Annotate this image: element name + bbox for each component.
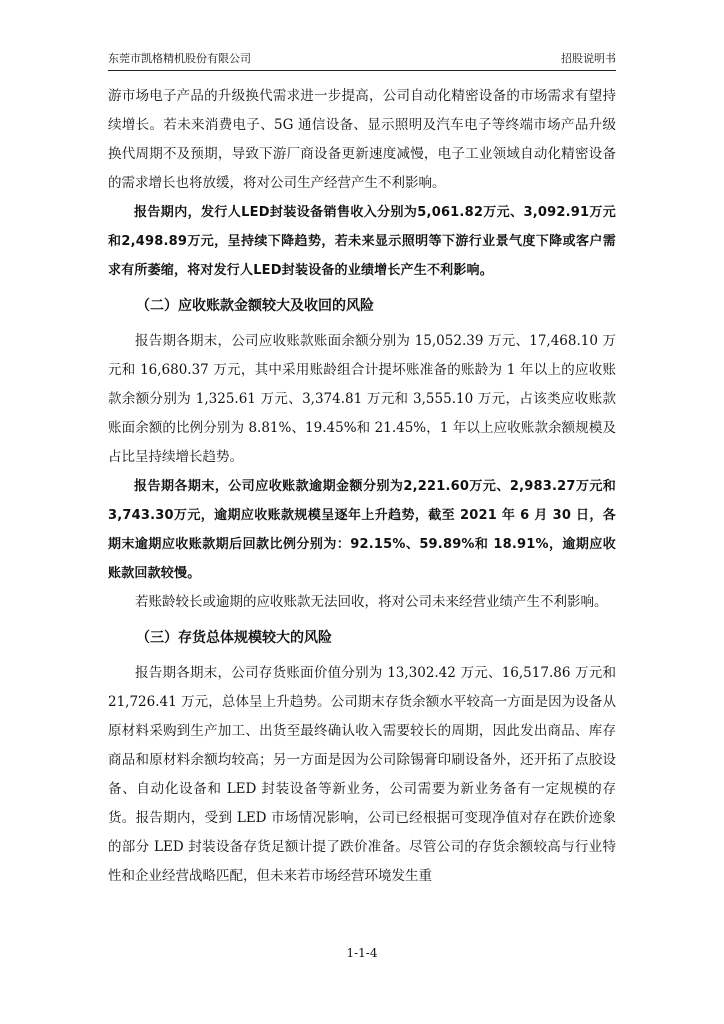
paragraph-receivables-collection-risk: 若账龄较长或逾期的应收账款无法回收，将对公司未来经营业绩产生不利影响。 — [135, 594, 608, 610]
page-number: 1-1-4 — [346, 946, 378, 960]
page-body — [108, 82, 616, 891]
section-heading-receivables-risk: （二）应收账款金额较大及收回的风险 — [136, 298, 374, 314]
paragraph-market-demand: 游市场电子产品的升级换代需求进一步提高，公司自动化精密设备的市场需求有望持续增长。若未来消费电子、5G 通信设备、显示照明及汽车电子等终端市场产品升级换代周期不及预期，导致下游厂商设备更新速度减慢，电子工业领域自动化精密设备的需求增长也将放缓，将对公司生产经营产生不利影响。 — [108, 88, 616, 191]
paragraph-overdue-receivables: 报告期各期末，公司应收账款逾期金额分别为2,221.60万元、2,983.27万元和3,743.30万元，逾期应收账款规模呈逐年上升趋势，截至 2021 年 6 月 30 日，各期末逾期应收账款期后回款比例分别为：92.15%、59.89%和 18.91%，逾期应收账款回款较慢。 — [108, 479, 616, 581]
paragraph-inventory-balance: 报告期各期末，公司存货账面价值分别为 13,302.42 万元、16,517.86 万元和 21,726.41 万元，总体呈上升趋势。公司期末存货余额水平较高一方面是因为设备从原材料采购到生产加工、出货至最终确认收入需要较长的周期，因此发出商品、库存商品和原材料余额均较高；另一方面是因为公司除锡膏印刷设备外，还开拓了点胶设备、自动化设备和 LED 封装设备等新业务，公司需要为新业务备有一定规模的存货。报告期内，受到 LED 市场情况影响，公司已经根据可变现净值对存在跌价迹象的部分 LED 封装设备存货足额计提了跌价准备。尽管公司的存货余额较高与行业特性和企业经营战略匹配，但未来若市场经营环境发生重 — [108, 665, 616, 884]
header-document-type: 招股说明书 — [561, 52, 616, 65]
section-heading-inventory-risk: （三）存货总体规模较大的风险 — [136, 630, 332, 646]
page-header — [108, 50, 616, 71]
header-company-name: 东莞市凯格精机股份有限公司 — [108, 52, 251, 65]
paragraph-receivables-balance: 报告期各期末，公司应收账款账面余额分别为 15,052.39 万元、17,468.10 万元和 16,680.37 万元，其中采用账龄组合计提坏账准备的账龄为 1 年以上的应收账款余额分别为 1,325.61 万元、3,374.81 万元和 3,555.10 万元，占该类应收账款账面余额的比例分别为 8.81%、19.45%和 21.45%，1 年以上应收账款余额规模及占比呈持续增长趋势。 — [108, 333, 616, 465]
paragraph-led-revenue-risk: 报告期内，发行人LED封装设备销售收入分别为5,061.82万元、3,092.91万元和2,498.89万元，呈持续下降趋势，若未来显示照明等下游行业景气度下降或客户需求有所萎缩，将对发行人LED封装设备的业绩增长产生不利影响。 — [108, 205, 616, 278]
